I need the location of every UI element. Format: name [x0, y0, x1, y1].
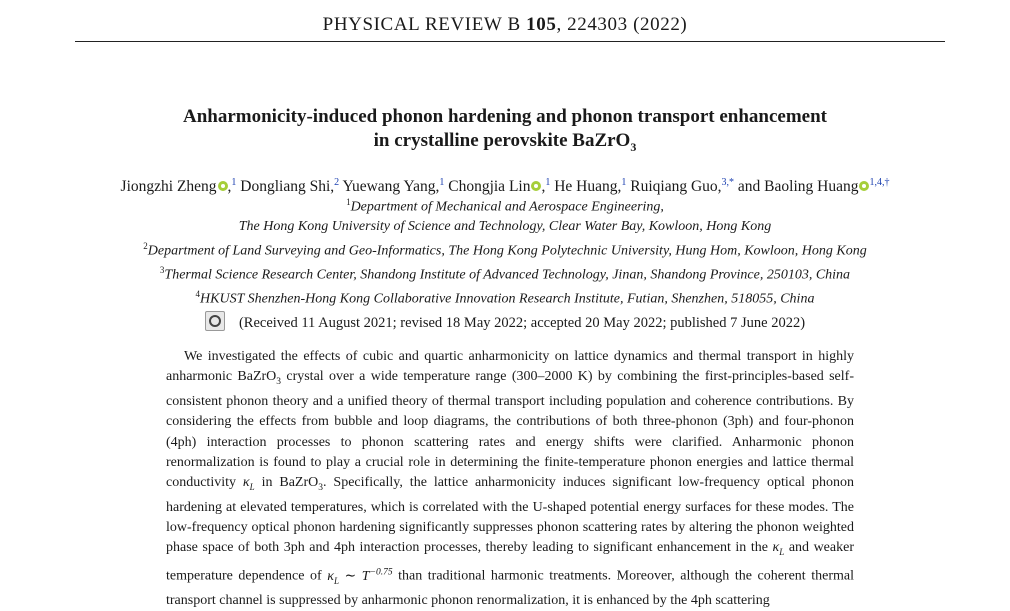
- exponent: −0.75: [369, 567, 393, 578]
- authors-and: and: [737, 178, 761, 196]
- affiliation-line: [0, 261, 1010, 285]
- abstract-text: and weaker temperature dependence of: [166, 540, 854, 585]
- journal-article: , 224303 (2022): [556, 14, 688, 35]
- author[interactable]: Dongliang Shi: [240, 178, 331, 196]
- relation-text: ∼ T: [338, 569, 370, 585]
- received-dates: [0, 311, 1010, 332]
- kappa-subscript: L: [249, 481, 255, 492]
- abstract-text: We investigated the effects of cubic and quartic anharmonicity on lattice dynamics and thermal transport in highly anharmonic BaZrO: [166, 349, 854, 385]
- author-affiliation-ref[interactable]: 1: [439, 177, 445, 188]
- journal-volume: 105: [526, 14, 557, 35]
- affiliation-number: 1: [346, 197, 351, 207]
- author-affiliation-ref[interactable]: 1: [545, 177, 551, 188]
- subscript: 3: [318, 482, 324, 493]
- title-subscript: 3: [630, 139, 637, 154]
- header-rule: [75, 41, 945, 42]
- power-law: [339, 569, 393, 584]
- affiliation-line: [0, 237, 1010, 261]
- orcid-icon[interactable]: [859, 181, 869, 191]
- abstract-text: in BaZrO: [254, 475, 319, 491]
- orcid-icon[interactable]: [531, 181, 541, 191]
- affiliation-number: 2: [143, 240, 148, 251]
- kappa-symbol: [243, 475, 255, 490]
- abstract-text: crystal over a wide temperature range (300–2000 K) by combining the first-principles-based self-consistent phonon theory and a unified theory of thermal transport including population and coherence contributions. By considering the effects from bubble and loop diagrams, the contributions of both three-phonon (3ph) and four-phonon (4ph) interaction processes to phonon scattering rates and energy shifts were clarified. Anharmonic phonon renormalization is found to play a crucial role in determining the finite-temperature phonon energies and lattice thermal conductivity: [166, 369, 854, 491]
- affiliations: [0, 193, 1010, 310]
- author[interactable]: Yuewang Yang: [342, 178, 436, 196]
- author[interactable]: Jiongzhi Zheng: [120, 178, 217, 196]
- author-affiliation-ref[interactable]: 1,4,†: [869, 177, 890, 188]
- author-affiliation-ref[interactable]: 3,*: [721, 177, 735, 188]
- kappa-subscript: L: [333, 575, 339, 586]
- received-text: (Received 11 August 2021; revised 18 May 2022; accepted 20 May 2022; published 7 June 2022): [238, 315, 806, 331]
- author-affiliation-ref[interactable]: 2: [334, 177, 340, 188]
- title-line-1: Anharmonicity-induced phonon hardening and phonon transport enhancement: [182, 106, 828, 127]
- abstract-text: . Specifically, the lattice anharmonicity induces significant low-frequency optical phonon hardening at elevated temperatures, which is correlated with the U-shaped potential energy surfaces for these modes. The low-frequency optical phonon hardening significantly suppresses phonon scattering rates by altering the phonon weighted phase space of both 3ph and 4ph interaction processes, thereby leading to significant enhancement in the: [166, 475, 854, 556]
- affiliation-text: HKUST Shenzhen-Hong Kong Collaborative Innovation Research Institute, Futian, Shenzhen, 518055, China: [200, 292, 815, 307]
- affiliation-number: 4: [195, 289, 201, 300]
- kappa-symbol: [327, 569, 339, 584]
- author[interactable]: Ruiqiang Guo: [630, 178, 718, 196]
- author-affiliation-ref[interactable]: 1: [231, 177, 237, 188]
- affiliation-text: Thermal Science Research Center, Shandong Institute of Advanced Technology, Jinan, Shandong Province, 250103, China: [164, 267, 851, 283]
- kappa-letter: κ: [327, 569, 334, 585]
- affiliation-text: Department of Mechanical and Aerospace Engineering,: [350, 199, 664, 215]
- kappa-subscript: L: [779, 547, 785, 558]
- abstract: [166, 347, 854, 611]
- abstract-text: than traditional harmonic treatments. Moreover, although the coherent thermal transport channel is suppressed by anharmonic phonon renormalization, it is enhanced by the 4ph scattering: [166, 569, 854, 609]
- check-for-updates-icon[interactable]: [205, 311, 225, 331]
- affiliation-line: [0, 193, 1010, 217]
- author[interactable]: Chongjia Lin: [448, 178, 531, 196]
- journal-name: PHYSICAL REVIEW B: [322, 14, 521, 35]
- journal-header: [0, 14, 1010, 36]
- author[interactable]: Baoling Huang: [764, 178, 859, 196]
- author-affiliation-ref[interactable]: 1: [621, 177, 627, 188]
- affiliation-number: 3: [159, 265, 165, 276]
- orcid-icon[interactable]: [218, 181, 228, 191]
- subscript: 3: [276, 377, 282, 387]
- kappa-symbol: [772, 540, 785, 558]
- paper-title: [0, 105, 1010, 159]
- kappa-letter: κ: [242, 475, 250, 491]
- affiliation-text: Department of Land Surveying and Geo-Informatics, The Hong Kong Polytechnic University, Hung Hom, Kowloon, Hong Kong: [147, 243, 867, 259]
- abstract-paragraph: [166, 347, 854, 611]
- author-list: Jiongzhi Zheng ,$^1$ Dongliang Shi,$^2$ Yuewang Yang,$^1$ Chongjia Lin ,$^1$ He Huang,$^1$ Ruiqiang Guo,$^{3,*}$ and Baoling Huang $^{1,4,\dagger}$: [120, 177, 890, 196]
- affiliation-line: [0, 217, 1010, 237]
- affiliation-text: The Hong Kong University of Science and Technology, Clear Water Bay, Kowloon, Hong Kong: [238, 219, 772, 235]
- title-line-2: [0, 129, 1010, 159]
- title-line-2-text: in crystalline perovskite BaZrO: [373, 130, 631, 151]
- affiliation-line: [0, 285, 1010, 309]
- kappa-letter: κ: [772, 540, 780, 556]
- author[interactable]: He Huang: [554, 178, 618, 196]
